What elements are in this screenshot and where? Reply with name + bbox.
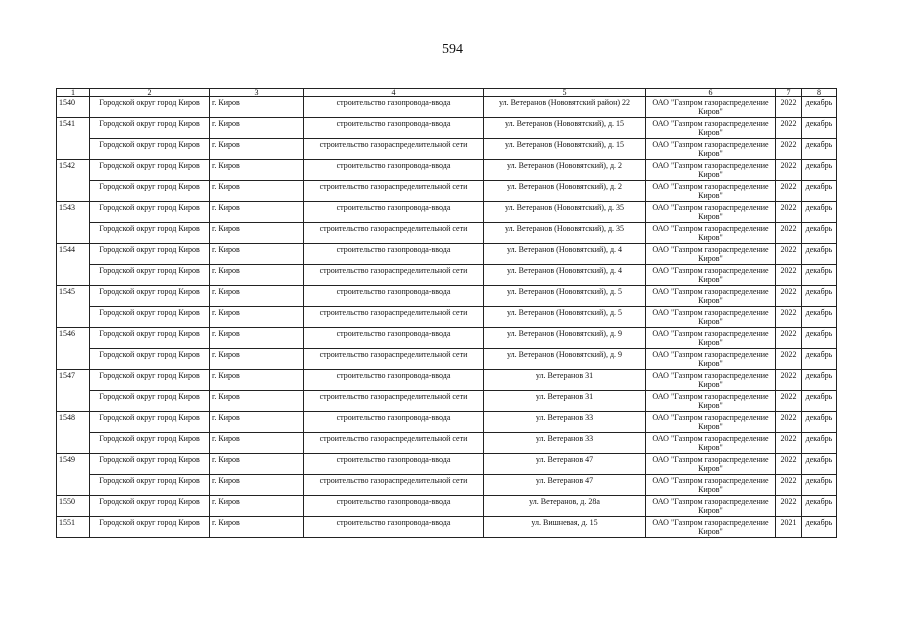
month-cell: декабрь — [802, 286, 837, 307]
organization-cell: ОАО "Газпром газораспределение Киров" — [646, 391, 776, 412]
row-number-cell: 1545 — [57, 286, 90, 328]
settlement-cell: г. Киров — [210, 97, 304, 118]
municipality-cell: Городской округ город Киров — [90, 433, 210, 454]
organization-cell: ОАО "Газпром газораспределение Киров" — [646, 118, 776, 139]
organization-cell: ОАО "Газпром газораспределение Киров" — [646, 412, 776, 433]
municipality-cell: Городской округ город Киров — [90, 517, 210, 538]
month-cell: декабрь — [802, 139, 837, 160]
work-type-cell: строительство газопровода-ввода — [304, 286, 484, 307]
year-cell: 2022 — [776, 391, 802, 412]
settlement-cell: г. Киров — [210, 202, 304, 223]
work-type-cell: строительство газопровода-ввода — [304, 328, 484, 349]
address-cell: ул. Ветеранов (Нововятский), д. 15 — [484, 139, 646, 160]
month-cell: декабрь — [802, 223, 837, 244]
settlement-cell: г. Киров — [210, 265, 304, 286]
year-cell: 2022 — [776, 244, 802, 265]
work-type-cell: строительство газораспределительной сети — [304, 433, 484, 454]
year-cell: 2022 — [776, 118, 802, 139]
work-type-cell: строительство газораспределительной сети — [304, 265, 484, 286]
address-cell: ул. Ветеранов (Нововятский), д. 4 — [484, 265, 646, 286]
year-cell: 2022 — [776, 202, 802, 223]
month-cell: декабрь — [802, 181, 837, 202]
table-row — [57, 307, 837, 328]
municipality-cell: Городской округ город Киров — [90, 307, 210, 328]
address-cell: ул. Ветеранов 47 — [484, 475, 646, 496]
month-cell: декабрь — [802, 97, 837, 118]
organization-cell: ОАО "Газпром газораспределение Киров" — [646, 454, 776, 475]
municipality-cell: Городской округ город Киров — [90, 475, 210, 496]
work-type-cell: строительство газопровода-ввода — [304, 496, 484, 517]
work-type-cell: строительство газораспределительной сети — [304, 391, 484, 412]
settlement-cell: г. Киров — [210, 286, 304, 307]
month-cell: декабрь — [802, 328, 837, 349]
settlement-cell: г. Киров — [210, 475, 304, 496]
municipality-cell: Городской округ город Киров — [90, 454, 210, 475]
organization-cell: ОАО "Газпром газораспределение Киров" — [646, 475, 776, 496]
row-number-cell: 1543 — [57, 202, 90, 244]
table-row — [57, 181, 837, 202]
settlement-cell: г. Киров — [210, 181, 304, 202]
column-number: 2 — [90, 89, 210, 97]
municipality-cell: Городской округ город Киров — [90, 391, 210, 412]
year-cell: 2022 — [776, 475, 802, 496]
year-cell: 2022 — [776, 328, 802, 349]
settlement-cell: г. Киров — [210, 160, 304, 181]
year-cell: 2022 — [776, 307, 802, 328]
organization-cell: ОАО "Газпром газораспределение Киров" — [646, 496, 776, 517]
address-cell: ул. Ветеранов (Нововятский), д. 35 — [484, 223, 646, 244]
month-cell: декабрь — [802, 370, 837, 391]
month-cell: декабрь — [802, 391, 837, 412]
year-cell: 2022 — [776, 97, 802, 118]
month-cell: декабрь — [802, 202, 837, 223]
municipality-cell: Городской округ город Киров — [90, 160, 210, 181]
municipality-cell: Городской округ город Киров — [90, 181, 210, 202]
work-type-cell: строительство газораспределительной сети — [304, 349, 484, 370]
address-cell: ул. Ветеранов (Нововятский), д. 4 — [484, 244, 646, 265]
work-type-cell: строительство газораспределительной сети — [304, 307, 484, 328]
settlement-cell: г. Киров — [210, 391, 304, 412]
municipality-cell: Городской округ город Киров — [90, 349, 210, 370]
row-number-cell: 1541 — [57, 118, 90, 160]
year-cell: 2022 — [776, 265, 802, 286]
row-number-cell: 1547 — [57, 370, 90, 412]
address-cell: ул. Ветеранов 47 — [484, 454, 646, 475]
municipality-cell: Городской округ город Киров — [90, 139, 210, 160]
organization-cell: ОАО "Газпром газораспределение Киров" — [646, 370, 776, 391]
work-type-cell: строительство газопровода-ввода — [304, 118, 484, 139]
table-row — [57, 202, 837, 223]
address-cell: ул. Ветеранов (Нововятский), д. 15 — [484, 118, 646, 139]
table-row — [57, 370, 837, 391]
row-number-cell: 1550 — [57, 496, 90, 517]
column-number: 4 — [304, 89, 484, 97]
document-table — [56, 88, 837, 538]
month-cell: декабрь — [802, 244, 837, 265]
year-cell: 2022 — [776, 496, 802, 517]
settlement-cell: г. Киров — [210, 433, 304, 454]
municipality-cell: Городской округ город Киров — [90, 496, 210, 517]
municipality-cell: Городской округ город Киров — [90, 97, 210, 118]
address-cell: ул. Ветеранов (Нововятский район) 22 — [484, 97, 646, 118]
row-number-cell: 1542 — [57, 160, 90, 202]
municipality-cell: Городской округ город Киров — [90, 286, 210, 307]
month-cell: декабрь — [802, 160, 837, 181]
table-row — [57, 139, 837, 160]
row-number-cell: 1549 — [57, 454, 90, 496]
organization-cell: ОАО "Газпром газораспределение Киров" — [646, 286, 776, 307]
settlement-cell: г. Киров — [210, 496, 304, 517]
table-row — [57, 391, 837, 412]
municipality-cell: Городской округ город Киров — [90, 328, 210, 349]
work-type-cell: строительство газопровода-ввода — [304, 244, 484, 265]
table-row — [57, 349, 837, 370]
organization-cell: ОАО "Газпром газораспределение Киров" — [646, 244, 776, 265]
municipality-cell: Городской округ город Киров — [90, 202, 210, 223]
municipality-cell: Городской округ город Киров — [90, 223, 210, 244]
municipality-cell: Городской округ город Киров — [90, 265, 210, 286]
organization-cell: ОАО "Газпром газораспределение Киров" — [646, 139, 776, 160]
address-cell: ул. Ветеранов (Нововятский), д. 35 — [484, 202, 646, 223]
organization-cell: ОАО "Газпром газораспределение Киров" — [646, 433, 776, 454]
table-row — [57, 517, 837, 538]
year-cell: 2022 — [776, 412, 802, 433]
column-number-row — [57, 89, 837, 97]
address-cell: ул. Ветеранов (Нововятский), д. 9 — [484, 349, 646, 370]
table-row — [57, 286, 837, 307]
address-cell: ул. Ветеранов (Нововятский), д. 5 — [484, 286, 646, 307]
table-row — [57, 118, 837, 139]
organization-cell: ОАО "Газпром газораспределение Киров" — [646, 349, 776, 370]
organization-cell: ОАО "Газпром газораспределение Киров" — [646, 223, 776, 244]
month-cell: декабрь — [802, 496, 837, 517]
table-row — [57, 244, 837, 265]
month-cell: декабрь — [802, 454, 837, 475]
row-number-cell: 1540 — [57, 97, 90, 118]
municipality-cell: Городской округ город Киров — [90, 118, 210, 139]
work-type-cell: строительство газораспределительной сети — [304, 181, 484, 202]
municipality-cell: Городской округ город Киров — [90, 370, 210, 391]
document-table-container — [56, 88, 837, 538]
year-cell: 2022 — [776, 370, 802, 391]
work-type-cell: строительство газопровода-ввода — [304, 97, 484, 118]
organization-cell: ОАО "Газпром газораспределение Киров" — [646, 181, 776, 202]
month-cell: декабрь — [802, 517, 837, 538]
month-cell: декабрь — [802, 265, 837, 286]
organization-cell: ОАО "Газпром газораспределение Киров" — [646, 202, 776, 223]
work-type-cell: строительство газораспределительной сети — [304, 475, 484, 496]
table-row — [57, 475, 837, 496]
year-cell: 2022 — [776, 433, 802, 454]
column-number: 5 — [484, 89, 646, 97]
settlement-cell: г. Киров — [210, 307, 304, 328]
address-cell: ул. Ветеранов 33 — [484, 433, 646, 454]
settlement-cell: г. Киров — [210, 139, 304, 160]
table-row — [57, 412, 837, 433]
year-cell: 2022 — [776, 139, 802, 160]
address-cell: ул. Ветеранов (Нововятский), д. 2 — [484, 160, 646, 181]
address-cell: ул. Вишневая, д. 15 — [484, 517, 646, 538]
table-row — [57, 160, 837, 181]
municipality-cell: Городской округ город Киров — [90, 412, 210, 433]
address-cell: ул. Ветеранов (Нововятский), д. 2 — [484, 181, 646, 202]
month-cell: декабрь — [802, 307, 837, 328]
address-cell: ул. Ветеранов, д. 28а — [484, 496, 646, 517]
organization-cell: ОАО "Газпром газораспределение Киров" — [646, 517, 776, 538]
work-type-cell: строительство газопровода-ввода — [304, 202, 484, 223]
work-type-cell: строительство газопровода-ввода — [304, 454, 484, 475]
municipality-cell: Городской округ город Киров — [90, 244, 210, 265]
column-number: 7 — [776, 89, 802, 97]
address-cell: ул. Ветеранов 33 — [484, 412, 646, 433]
year-cell: 2022 — [776, 349, 802, 370]
table-row — [57, 223, 837, 244]
address-cell: ул. Ветеранов (Нововятский), д. 5 — [484, 307, 646, 328]
address-cell: ул. Ветеранов 31 — [484, 391, 646, 412]
organization-cell: ОАО "Газпром газораспределение Киров" — [646, 307, 776, 328]
settlement-cell: г. Киров — [210, 370, 304, 391]
page-number: 594 — [442, 42, 463, 57]
month-cell: декабрь — [802, 433, 837, 454]
table-row — [57, 454, 837, 475]
organization-cell: ОАО "Газпром газораспределение Киров" — [646, 160, 776, 181]
row-number-cell: 1548 — [57, 412, 90, 454]
settlement-cell: г. Киров — [210, 118, 304, 139]
settlement-cell: г. Киров — [210, 412, 304, 433]
settlement-cell: г. Киров — [210, 349, 304, 370]
year-cell: 2022 — [776, 181, 802, 202]
month-cell: декабрь — [802, 475, 837, 496]
month-cell: декабрь — [802, 349, 837, 370]
settlement-cell: г. Киров — [210, 244, 304, 265]
month-cell: декабрь — [802, 412, 837, 433]
organization-cell: ОАО "Газпром газораспределение Киров" — [646, 265, 776, 286]
organization-cell: ОАО "Газпром газораспределение Киров" — [646, 97, 776, 118]
row-number-cell: 1544 — [57, 244, 90, 286]
column-number: 8 — [802, 89, 837, 97]
month-cell: декабрь — [802, 118, 837, 139]
year-cell: 2022 — [776, 286, 802, 307]
row-number-cell: 1546 — [57, 328, 90, 370]
year-cell: 2022 — [776, 454, 802, 475]
settlement-cell: г. Киров — [210, 454, 304, 475]
organization-cell: ОАО "Газпром газораспределение Киров" — [646, 328, 776, 349]
column-number: 6 — [646, 89, 776, 97]
work-type-cell: строительство газораспределительной сети — [304, 139, 484, 160]
table-row — [57, 97, 837, 118]
settlement-cell: г. Киров — [210, 223, 304, 244]
work-type-cell: строительство газопровода-ввода — [304, 412, 484, 433]
row-number-cell: 1551 — [57, 517, 90, 538]
work-type-cell: строительство газопровода-ввода — [304, 160, 484, 181]
column-number: 3 — [210, 89, 304, 97]
table-row — [57, 433, 837, 454]
year-cell: 2022 — [776, 160, 802, 181]
table-row — [57, 265, 837, 286]
settlement-cell: г. Киров — [210, 517, 304, 538]
column-number: 1 — [57, 89, 90, 97]
settlement-cell: г. Киров — [210, 328, 304, 349]
work-type-cell: строительство газопровода-ввода — [304, 370, 484, 391]
address-cell: ул. Ветеранов (Нововятский), д. 9 — [484, 328, 646, 349]
address-cell: ул. Ветеранов 31 — [484, 370, 646, 391]
year-cell: 2021 — [776, 517, 802, 538]
year-cell: 2022 — [776, 223, 802, 244]
work-type-cell: строительство газораспределительной сети — [304, 223, 484, 244]
table-row — [57, 328, 837, 349]
table-row — [57, 496, 837, 517]
work-type-cell: строительство газопровода-ввода — [304, 517, 484, 538]
